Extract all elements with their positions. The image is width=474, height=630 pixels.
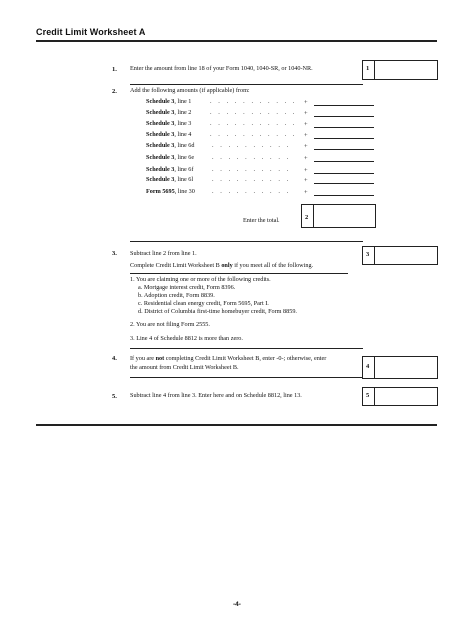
line3-complete-bold: only	[221, 262, 233, 269]
schedule-row	[146, 176, 193, 183]
line3-complete-note	[130, 262, 313, 271]
line2-text: Add the following amounts (if applicable) from:	[130, 87, 250, 94]
schedule-row-line: , line 2	[174, 109, 192, 116]
line3-box-divider	[374, 247, 375, 264]
schedule-row-plus: +	[304, 155, 308, 162]
line3-text: Subtract line 2 from line 1.	[130, 250, 197, 257]
condition-2: 2. You are not filing Form 2555.	[130, 321, 210, 328]
schedule-row-form: Schedule 3	[146, 120, 175, 127]
schedule-row-entry-line[interactable]	[314, 127, 374, 128]
page-number: -4-	[233, 601, 241, 608]
schedule-row	[146, 188, 195, 195]
line3-complete-post: if you meet all of the following.	[232, 262, 314, 269]
schedule-row	[146, 120, 191, 127]
schedule-row	[146, 131, 191, 138]
line4-box-number: 4	[366, 363, 370, 370]
schedule-row	[146, 154, 194, 161]
header-rule	[36, 40, 437, 42]
line1-box-divider	[374, 61, 375, 79]
line3-box-number: 3	[366, 251, 370, 258]
line1-text: Enter the amount from line 18 of your Form 1040, 1040-SR, or 1040-NR.	[130, 65, 313, 72]
schedule-row-plus: +	[304, 167, 308, 174]
line4-amount-box[interactable]	[362, 356, 438, 379]
schedule-row-line: , line 1	[174, 98, 192, 105]
schedule-row-dots: . . . . . . . . . . .	[210, 131, 298, 138]
line2-number: 2.	[112, 88, 117, 95]
schedule-row-plus: +	[304, 132, 308, 139]
line1-number: 1.	[112, 66, 117, 73]
line3-amount-box[interactable]	[362, 246, 438, 265]
schedule-row-entry-line[interactable]	[314, 183, 374, 184]
line2-total-box[interactable]	[301, 204, 376, 228]
schedule-row	[146, 166, 193, 173]
schedule-row-line: , line 4	[174, 131, 192, 138]
schedule-row-form: Schedule 3	[146, 98, 175, 105]
schedule-row-entry-line[interactable]	[314, 161, 374, 162]
schedule-row-dots: . . . . . . . . . .	[212, 176, 291, 183]
schedule-row-entry-line[interactable]	[314, 149, 374, 150]
schedule-row-entry-line[interactable]	[314, 116, 374, 117]
schedule-row-plus: +	[304, 99, 308, 106]
schedule-row-dots: . . . . . . . . . .	[212, 154, 291, 161]
line1-amount-box[interactable]	[362, 60, 438, 80]
condition-1a: a. Mortgage interest credit, Form 8396.	[138, 284, 236, 291]
schedule-row-plus: +	[304, 121, 308, 128]
line4-box-divider	[374, 357, 375, 378]
line5-number: 5.	[112, 393, 117, 400]
line5-text: Subtract line 4 from line 3. Enter here and on Schedule 8812, line 13.	[130, 392, 302, 399]
line3-note-rule	[130, 273, 348, 274]
schedule-row-dots: . . . . . . . . . .	[212, 188, 291, 195]
line2-total-label: Enter the total.	[243, 217, 280, 224]
line4-text-bold: not	[155, 355, 165, 362]
line4-text-pre: If you are	[130, 355, 156, 362]
schedule-row-line: , line 6e	[174, 154, 195, 161]
line3-rule	[130, 348, 363, 349]
line4-number: 4.	[112, 355, 117, 362]
schedule-row-plus: +	[304, 177, 308, 184]
condition-3: 3. Line 4 of Schedule 8812 is more than zero.	[130, 335, 243, 342]
schedule-row-dots: . . . . . . . . . . .	[210, 120, 298, 127]
line2-rule	[130, 241, 363, 242]
line1-rule	[130, 84, 363, 85]
schedule-row-dots: . . . . . . . . . . .	[210, 98, 298, 105]
line3-number: 3.	[112, 250, 117, 257]
schedule-row-line: , line 3	[174, 120, 192, 127]
schedule-row-line: , line 30	[174, 188, 195, 195]
schedule-row-dots: . . . . . . . . . .	[212, 166, 291, 173]
schedule-row	[146, 142, 194, 149]
schedule-row-line: , line 6d	[174, 142, 195, 149]
worksheet-title: Credit Limit Worksheet A	[36, 27, 146, 37]
line5-box-divider	[374, 388, 375, 405]
line1-box-number: 1	[366, 65, 370, 72]
schedule-row-plus: +	[304, 110, 308, 117]
schedule-row-form: Schedule 3	[146, 131, 175, 138]
schedule-row-plus: +	[304, 189, 308, 196]
line5-box-number: 5	[366, 392, 370, 399]
line3-complete-pre: Complete Credit Limit Worksheet B	[130, 262, 222, 269]
schedule-row-form: Schedule 3	[146, 166, 175, 173]
schedule-row-form: Schedule 3	[146, 109, 175, 116]
schedule-row-line: , line 6f	[174, 166, 194, 173]
line4-text-post: completing Credit Limit Worksheet B, enter -0-; otherwise, enter	[164, 355, 327, 362]
condition-1d: d. District of Columbia first-time homebuyer credit, Form 8859.	[138, 308, 297, 315]
schedule-row	[146, 109, 191, 116]
schedule-row-form: Form 5695	[146, 188, 175, 195]
schedule-row-form: Schedule 3	[146, 142, 175, 149]
line4-text-2: the amount from Credit Limit Worksheet B.	[130, 364, 239, 371]
schedule-row-entry-line[interactable]	[314, 105, 374, 106]
schedule-row-dots: . . . . . . . . . .	[212, 142, 291, 149]
schedule-row-line: , line 6l	[174, 176, 194, 183]
line2-box-divider	[313, 205, 314, 227]
condition-1b: b. Adoption credit, Form 8839.	[138, 292, 215, 299]
schedule-row-entry-line[interactable]	[314, 173, 374, 174]
schedule-row-form: Schedule 3	[146, 176, 175, 183]
schedule-row-plus: +	[304, 143, 308, 150]
condition-1: 1. You are claiming one or more of the following credits.	[130, 276, 271, 283]
line5-amount-box[interactable]	[362, 387, 438, 406]
footer-rule	[36, 424, 437, 426]
schedule-row-dots: . . . . . . . . . . .	[210, 109, 298, 116]
condition-1c: c. Residential clean energy credit, Form 5695, Part I.	[138, 300, 269, 307]
schedule-row-form: Schedule 3	[146, 154, 175, 161]
schedule-row-entry-line[interactable]	[314, 195, 374, 196]
schedule-row	[146, 98, 191, 105]
line4-rule	[130, 377, 363, 378]
schedule-row-entry-line[interactable]	[314, 138, 374, 139]
line2-box-number: 2	[305, 214, 309, 221]
line4-text	[130, 355, 326, 364]
